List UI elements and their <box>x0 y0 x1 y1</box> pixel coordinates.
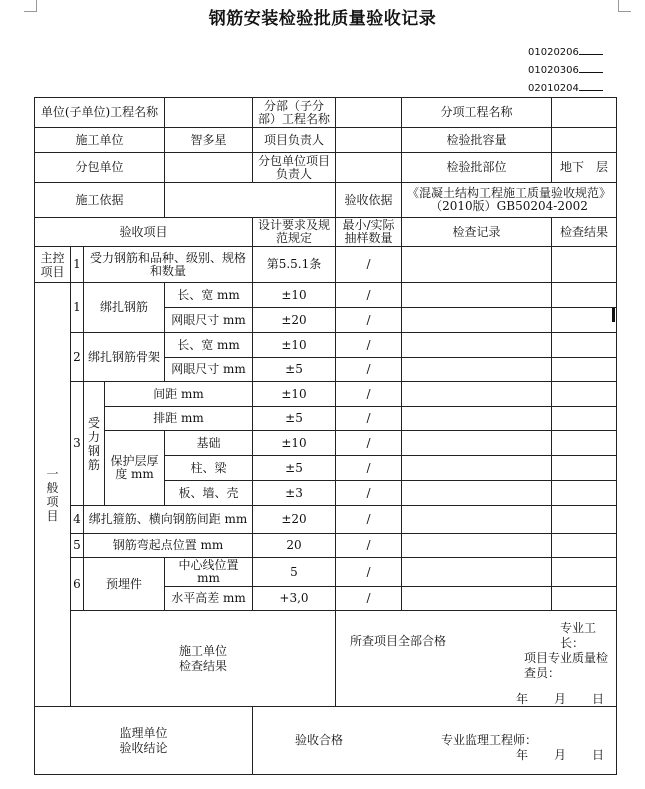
col-header-item: 验收项目 <box>35 218 253 247</box>
g1-r1-result[interactable] <box>552 283 617 308</box>
supervision-result-cell <box>253 707 617 775</box>
form-codes <box>528 44 603 98</box>
g3-r2-record[interactable] <box>402 407 552 431</box>
subcontract-manager-value[interactable] <box>336 153 402 183</box>
g5-name: 钢筋弯起点位置 mm <box>84 534 253 558</box>
header-row-construction <box>35 128 617 153</box>
construction-unit-value[interactable]: 智多星 <box>165 128 253 153</box>
g6-r1-tol: 5 <box>253 558 336 587</box>
g3-r2-sub: 排距 mm <box>105 407 253 431</box>
form-code-3: 02010204 <box>528 80 603 98</box>
g1-r1-tol: ±10 <box>253 283 336 308</box>
g1-r2-tol: ±20 <box>253 308 336 333</box>
foreman-label: 专业工长： <box>560 621 597 650</box>
construction-result-text: 所查项目全部合格 <box>350 634 447 648</box>
main-item-sample: / <box>336 247 402 283</box>
g4-tol: ±20 <box>253 506 336 534</box>
g6-r1-result[interactable] <box>552 558 617 587</box>
g5-result[interactable] <box>552 534 617 558</box>
construction-date: 年 月 日 <box>515 692 604 706</box>
g2-r1-record[interactable] <box>402 333 552 358</box>
g6-r2-sub: 水平高差 mm <box>165 587 253 611</box>
main-item-result[interactable] <box>552 247 617 283</box>
g3-r5-tol: ±3 <box>253 481 336 506</box>
g3-r3-sample: / <box>336 431 402 456</box>
g1-name: 绑扎钢筋 <box>84 283 165 333</box>
main-item-design: 第5.5.1条 <box>253 247 336 283</box>
supervision-result-label: 监理单位验收结论 <box>35 707 253 775</box>
g3-r2-sample: / <box>336 407 402 431</box>
g2-r2-sub: 网眼尺寸 mm <box>165 358 253 382</box>
g3-r3-record[interactable] <box>402 431 552 456</box>
g3-r3-tol: ±10 <box>253 431 336 456</box>
main-group-label: 主控项目 <box>35 247 71 283</box>
construction-result-label: 施工单位检查结果 <box>71 611 336 707</box>
g3-r4-result[interactable] <box>552 456 617 481</box>
subcontract-manager-label: 分包单位项目负责人 <box>253 153 336 183</box>
supervision-result-text: 验收合格 <box>295 732 344 747</box>
g3-r5-record[interactable] <box>402 481 552 506</box>
g2-r2-sample: / <box>336 358 402 382</box>
g4-result[interactable] <box>552 506 617 534</box>
g5-tol: 20 <box>253 534 336 558</box>
g3-r5-sample: / <box>336 481 402 506</box>
g2-r1-result[interactable] <box>552 333 617 358</box>
g3-r1-record[interactable] <box>402 382 552 407</box>
g6-r2-record[interactable] <box>402 587 552 611</box>
unit-project-label: 单位(子单位)工程名称 <box>35 98 165 128</box>
general-row-2a <box>35 333 617 358</box>
g3-r1-result[interactable] <box>552 382 617 407</box>
g1-r2-record[interactable] <box>402 308 552 333</box>
g3-r2-result[interactable] <box>552 407 617 431</box>
g3-r1-sample: / <box>336 382 402 407</box>
g3-r4-record[interactable] <box>402 456 552 481</box>
document-title: 钢筋安装检验批质量验收记录 <box>208 9 437 29</box>
g2-r1-sample: / <box>336 333 402 358</box>
g3-r5-result[interactable] <box>552 481 617 506</box>
g2-r2-record[interactable] <box>402 358 552 382</box>
supervisor-label: 专业监理工程师： <box>441 732 538 747</box>
main-item-name: 受力钢筋和品种、级别、规格和数量 <box>84 247 253 283</box>
g1-r1-record[interactable] <box>402 283 552 308</box>
subitem-value[interactable] <box>552 98 617 128</box>
g1-r2-result[interactable] <box>552 308 617 333</box>
main-item-no: 1 <box>71 247 84 283</box>
header-row-subcontract <box>35 153 617 183</box>
subcontract-value[interactable] <box>165 153 253 183</box>
main-item-row <box>35 247 617 283</box>
form-code-1: 01020206 <box>528 44 603 62</box>
g2-no: 2 <box>71 333 84 382</box>
project-manager-label: 项目负责人 <box>253 128 336 153</box>
g6-r1-record[interactable] <box>402 558 552 587</box>
header-row-basis <box>35 183 617 218</box>
g4-no: 4 <box>71 506 84 534</box>
g4-name: 绑扎箍筋、横向钢筋间距 mm <box>84 506 253 534</box>
col-header-result: 检查结果 <box>552 218 617 247</box>
supervision-date: 年 月 日 <box>515 747 604 762</box>
construction-result-row <box>35 611 617 707</box>
batch-location-value[interactable]: 地下 层 <box>552 153 617 183</box>
g1-r2-sub: 网眼尺寸 mm <box>165 308 253 333</box>
g1-r1-sub: 长、宽 mm <box>165 283 253 308</box>
construction-unit-label: 施工单位 <box>35 128 165 153</box>
g6-r2-sample: / <box>336 587 402 611</box>
col-header-design: 设计要求及规范规定 <box>253 218 336 247</box>
acceptance-basis-value: 《混凝土结构工程施工质量验收规范》（2010版）GB50204-2002 <box>402 183 617 218</box>
g3-r4-tol: ±5 <box>253 456 336 481</box>
g6-r1-sub: 中心线位置 mm <box>165 558 253 587</box>
g2-r2-tol: ±5 <box>253 358 336 382</box>
general-row-5 <box>35 534 617 558</box>
g3-no: 3 <box>71 382 84 506</box>
g6-r2-tol: +3,0 <box>253 587 336 611</box>
batch-capacity-label: 检验批容量 <box>402 128 552 153</box>
acceptance-basis-label: 验收依据 <box>336 183 402 218</box>
division-label: 分部（子分部）工程名称 <box>253 98 336 128</box>
g3-r4-sample: / <box>336 456 402 481</box>
g2-name: 绑扎钢筋骨架 <box>84 333 165 382</box>
g3-r1-sub: 间距 mm <box>105 382 253 407</box>
column-header-row <box>35 218 617 247</box>
batch-location-label: 检验批部位 <box>402 153 552 183</box>
g3-r3-sub: 基础 <box>165 431 253 456</box>
g4-sample: / <box>336 506 402 534</box>
main-item-record[interactable] <box>402 247 552 283</box>
g1-r1-sample: / <box>336 283 402 308</box>
g6-r1-sample: / <box>336 558 402 587</box>
construction-basis-value[interactable] <box>165 183 336 218</box>
g6-name: 预埋件 <box>84 558 165 611</box>
g3-cover-label: 保护层厚度 mm <box>105 431 165 506</box>
g3-r1-tol: ±10 <box>253 382 336 407</box>
batch-capacity-value[interactable] <box>552 128 617 153</box>
g1-no: 1 <box>71 283 84 333</box>
division-value[interactable] <box>336 98 402 128</box>
g2-r1-tol: ±10 <box>253 333 336 358</box>
g4-record[interactable] <box>402 506 552 534</box>
general-row-4 <box>35 506 617 534</box>
g5-sample: / <box>336 534 402 558</box>
construction-basis-label: 施工依据 <box>35 183 165 218</box>
subitem-label: 分项工程名称 <box>402 98 552 128</box>
g2-r1-sub: 长、宽 mm <box>165 333 253 358</box>
g3-r3-result[interactable] <box>552 431 617 456</box>
g5-record[interactable] <box>402 534 552 558</box>
form-code-2: 01020306 <box>528 62 603 80</box>
g6-r2-result[interactable] <box>552 587 617 611</box>
general-row-3a <box>35 382 617 407</box>
general-row-3c <box>35 431 617 456</box>
g6-no: 6 <box>71 558 84 611</box>
qc-inspector-label: 项目专业质量检查员： <box>524 651 609 680</box>
project-manager-value[interactable] <box>336 128 402 153</box>
g1-r2-sample: / <box>336 308 402 333</box>
general-row-3b <box>35 407 617 431</box>
construction-result-cell <box>336 611 617 707</box>
general-row-1a <box>35 283 617 308</box>
g3-r5-sub: 板、墙、壳 <box>165 481 253 506</box>
g2-r2-result[interactable] <box>552 358 617 382</box>
g3-r4-sub: 柱、梁 <box>165 456 253 481</box>
general-group-label: 一般项目 <box>35 283 71 707</box>
g5-no: 5 <box>71 534 84 558</box>
col-header-min-sample: 最小/实际抽样数量 <box>336 218 402 247</box>
general-row-6a <box>35 558 617 587</box>
unit-project-value[interactable] <box>165 98 253 128</box>
g3-name: 受力钢筋 <box>84 382 105 506</box>
inspection-record-table <box>34 97 617 775</box>
col-header-record: 检查记录 <box>402 218 552 247</box>
header-row-unit <box>35 98 617 128</box>
subcontract-label: 分包单位 <box>35 153 165 183</box>
g3-r2-tol: ±5 <box>253 407 336 431</box>
supervision-result-row <box>35 707 617 775</box>
